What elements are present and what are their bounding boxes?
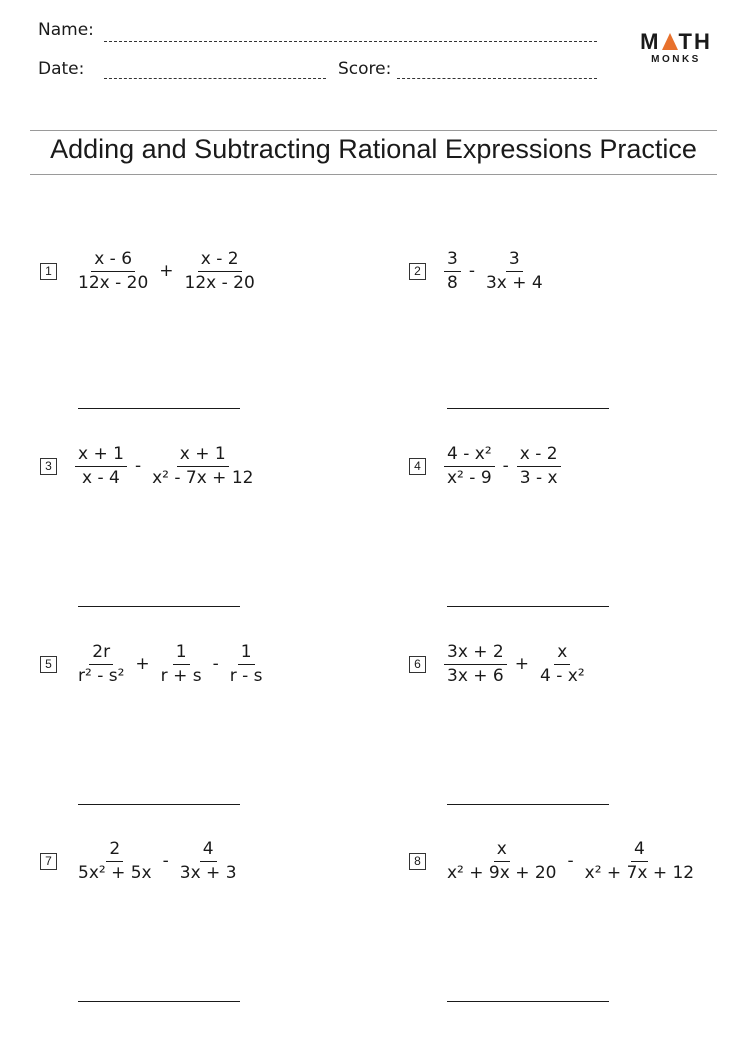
fraction: [444, 839, 560, 884]
numerator: 2: [106, 839, 123, 862]
denominator: 3x + 4: [485, 272, 543, 293]
operator: -: [212, 654, 219, 674]
fraction: [177, 839, 240, 884]
denominator: 3x + 6: [447, 665, 504, 686]
fraction: [149, 444, 256, 489]
expression: [444, 642, 588, 687]
answer-line[interactable]: [78, 804, 240, 805]
page-title: Adding and Subtracting Rational Expressions Practice: [50, 134, 697, 164]
problem-number: 1: [40, 263, 57, 280]
denominator: x² + 7x + 12: [584, 862, 695, 883]
operator: -: [502, 456, 509, 476]
expression: [444, 839, 697, 884]
problem-number: 2: [409, 263, 426, 280]
answer-line[interactable]: [78, 606, 240, 607]
denominator: 3x + 3: [179, 862, 237, 883]
answer-line[interactable]: [447, 606, 609, 607]
numerator: x - 6: [91, 249, 135, 272]
numerator: 4: [200, 839, 217, 862]
answer-line[interactable]: [447, 1001, 609, 1002]
numerator: 4 - x²: [444, 444, 495, 467]
numerator: x: [554, 642, 570, 665]
numerator: 3x + 2: [444, 642, 507, 665]
fraction: [227, 642, 266, 687]
problem-number: 5: [40, 656, 57, 673]
problem-number: 3: [40, 458, 57, 475]
logo-subtitle: MONKS: [651, 54, 701, 65]
score-field[interactable]: [397, 78, 597, 79]
denominator: x² - 9: [447, 467, 492, 488]
numerator: 3: [506, 249, 523, 272]
problem-number: 7: [40, 853, 57, 870]
expression: [444, 444, 561, 489]
problem-number: 6: [409, 656, 426, 673]
name-field[interactable]: [104, 41, 597, 42]
denominator: 8: [447, 272, 458, 293]
operator: +: [159, 261, 174, 281]
fraction: [75, 839, 155, 884]
denominator: r² - s²: [78, 665, 125, 686]
denominator: 5x² + 5x: [78, 862, 152, 883]
expression: [75, 642, 266, 687]
problem-2: [409, 243, 546, 299]
operator: -: [567, 851, 574, 871]
problem-7: [40, 833, 240, 889]
denominator: 12x - 20: [78, 272, 149, 293]
name-label: Name:: [38, 20, 94, 40]
numerator: 1: [238, 642, 255, 665]
problem-number: 8: [409, 853, 426, 870]
fraction: [158, 642, 205, 687]
denominator: x - 4: [82, 467, 120, 488]
numerator: 2r: [89, 642, 113, 665]
denominator: x² - 7x + 12: [152, 467, 254, 488]
denominator: 12x - 20: [184, 272, 255, 293]
fraction: [444, 249, 461, 294]
answer-line[interactable]: [447, 804, 609, 805]
triangle-icon: [662, 33, 678, 50]
fraction: [582, 839, 698, 884]
title-bottom-rule: [30, 174, 717, 175]
answer-line[interactable]: [447, 408, 609, 409]
date-label: Date:: [38, 59, 85, 79]
fraction: [75, 642, 127, 687]
operator: -: [468, 261, 475, 281]
operator: -: [134, 456, 142, 476]
fraction: [483, 249, 546, 294]
expression: [75, 444, 256, 489]
score-label: Score:: [338, 59, 392, 79]
numerator: x - 2: [517, 444, 561, 467]
fraction: [537, 642, 588, 687]
denominator: 3 - x: [519, 467, 558, 488]
numerator: 4: [631, 839, 648, 862]
expression: [75, 839, 240, 884]
problem-6: [409, 636, 588, 692]
title-top-rule: [30, 130, 717, 131]
fraction: [444, 444, 495, 489]
operator: +: [135, 654, 150, 674]
problem-number: 4: [409, 458, 426, 475]
numerator: 3: [444, 249, 461, 272]
fraction: [517, 444, 561, 489]
problem-1: [40, 243, 258, 299]
fraction: [75, 444, 127, 489]
date-field[interactable]: [104, 78, 326, 79]
fraction: [182, 249, 258, 294]
problem-4: [409, 438, 561, 494]
numerator: 1: [173, 642, 190, 665]
logo-letters-th: TH: [678, 29, 712, 54]
answer-line[interactable]: [78, 408, 240, 409]
operator: -: [162, 851, 169, 871]
numerator: x + 1: [177, 444, 229, 467]
numerator: x: [494, 839, 510, 862]
problem-8: [409, 833, 697, 889]
logo-letter-m: M: [640, 29, 661, 54]
numerator: x - 2: [198, 249, 242, 272]
answer-line[interactable]: [78, 1001, 240, 1002]
math-monks-logo: [632, 30, 720, 66]
problem-5: [40, 636, 266, 692]
expression: [75, 249, 258, 294]
numerator: x + 1: [75, 444, 127, 467]
denominator: x² + 9x + 20: [447, 862, 557, 883]
fraction: [75, 249, 151, 294]
denominator: 4 - x²: [540, 665, 585, 686]
denominator: r - s: [229, 665, 263, 686]
fraction: [444, 642, 507, 687]
expression: [444, 249, 546, 294]
denominator: r + s: [160, 665, 202, 686]
problem-3: [40, 438, 256, 494]
operator: +: [514, 654, 529, 674]
